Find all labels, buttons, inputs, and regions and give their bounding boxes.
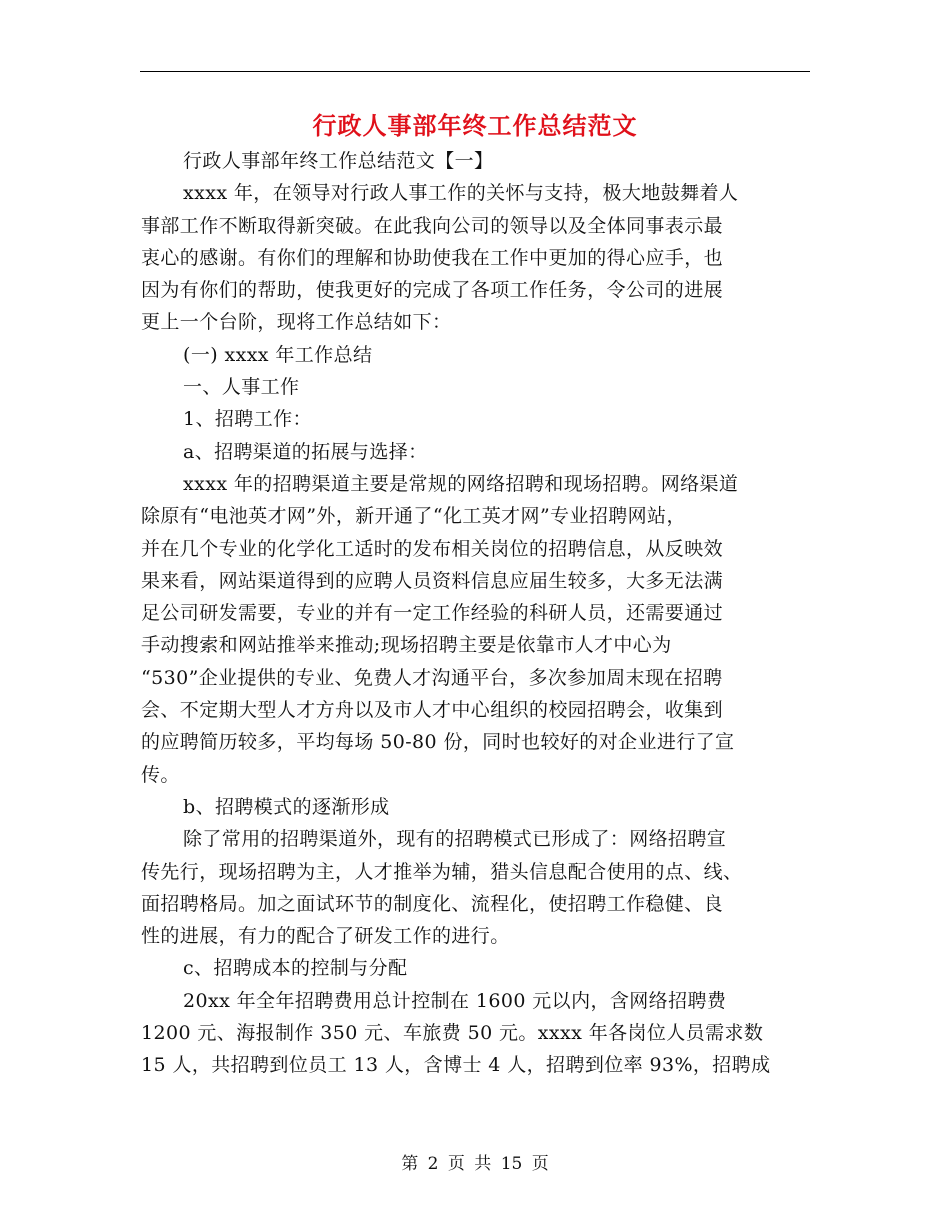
text-line: 行政人事部年终工作总结范文【一】	[183, 150, 494, 172]
text-line: 15 人，共招聘到位员工 13 人，含博士 4 人，招聘到位率 93%，招聘成	[141, 1054, 771, 1077]
text-line: a、招聘渠道的拓展与选择：	[183, 440, 428, 463]
text-line: 传先行，现场招聘为主，人才推举为辅，猎头信息配合使用的点、线、	[141, 860, 743, 883]
text-line: 一、人事工作	[183, 376, 300, 399]
text-line: 更上一个台阶，现将工作总结如下：	[141, 311, 452, 334]
footer-total-prefix: 共	[474, 1154, 492, 1174]
text-line: 会、不定期大型人才方舟以及市人才中心组织的校园招聘会，收集到	[141, 699, 724, 722]
text-line: 20xx 年全年招聘费用总计控制在 1600 元以内，含网络招聘费	[183, 989, 727, 1012]
text-line: 并在几个专业的化学化工适时的发布相关岗位的招聘信息，从反映效	[141, 537, 724, 560]
text-line: 果来看，网站渠道得到的应聘人员资料信息应届生较多，大多无法满	[141, 569, 724, 592]
footer-total-pages: 15	[500, 1154, 523, 1174]
text-line: 除原有“电池英才网”外，新开通了“化工英才网”专业招聘网站，	[141, 505, 686, 528]
footer-page-number: 2	[427, 1154, 439, 1174]
footer-total-unit: 页	[531, 1154, 549, 1174]
text-line: xxxx 年，在领导对行政人事工作的关怀与支持，极大地鼓舞着人	[183, 182, 739, 205]
document-title: 行政人事部年终工作总结范文	[312, 111, 638, 140]
text-line: 1200 元、海报制作 350 元、车旅费 50 元。xxxx 年各岗位人员需求数	[141, 1022, 764, 1045]
text-line: 除了常用的招聘渠道外，现有的招聘模式已形成了：网络招聘宣	[183, 828, 727, 851]
text-line: (一) xxxx 年工作总结	[183, 343, 373, 366]
text-line: 手动搜索和网站推举来推动;现场招聘主要是依靠市人才中心为	[141, 634, 672, 657]
document-body	[141, 145, 813, 1082]
text-line: 足公司研发需要，专业的并有一定工作经验的科研人员，还需要通过	[141, 602, 724, 625]
footer-page-prefix: 第	[401, 1154, 419, 1174]
page-footer	[0, 1152, 950, 1176]
text-line: 事部工作不断取得新突破。在此我向公司的领导以及全体同事表示最	[141, 214, 724, 237]
text-line: “530”企业提供的专业、免费人才沟通平台，多次参加周末现在招聘	[141, 666, 723, 689]
text-line: 传。	[141, 763, 180, 786]
text-line: b、招聘模式的逐渐形成	[183, 795, 390, 818]
text-line: 衷心的感谢。有你们的理解和协助使我在工作中更加的得心应手，也	[141, 246, 724, 269]
text-line: 性的进展，有力的配合了研发工作的进行。	[141, 925, 510, 948]
text-line: 因为有你们的帮助，使我更好的完成了各项工作任务，令公司的进展	[141, 279, 724, 302]
text-line: 面招聘格局。加之面试环节的制度化、流程化，使招聘工作稳健、良	[141, 892, 724, 915]
text-line: 1、招聘工作：	[183, 408, 312, 431]
text-line: c、招聘成本的控制与分配	[183, 957, 408, 980]
header-rule	[140, 71, 810, 72]
text-line: xxxx 年的招聘渠道主要是常规的网络招聘和现场招聘。网络渠道	[183, 472, 739, 495]
footer-page-unit: 页	[447, 1154, 465, 1174]
text-line: 的应聘简历较多，平均每场 50-80 份，同时也较好的对企业进行了宣	[141, 731, 735, 754]
